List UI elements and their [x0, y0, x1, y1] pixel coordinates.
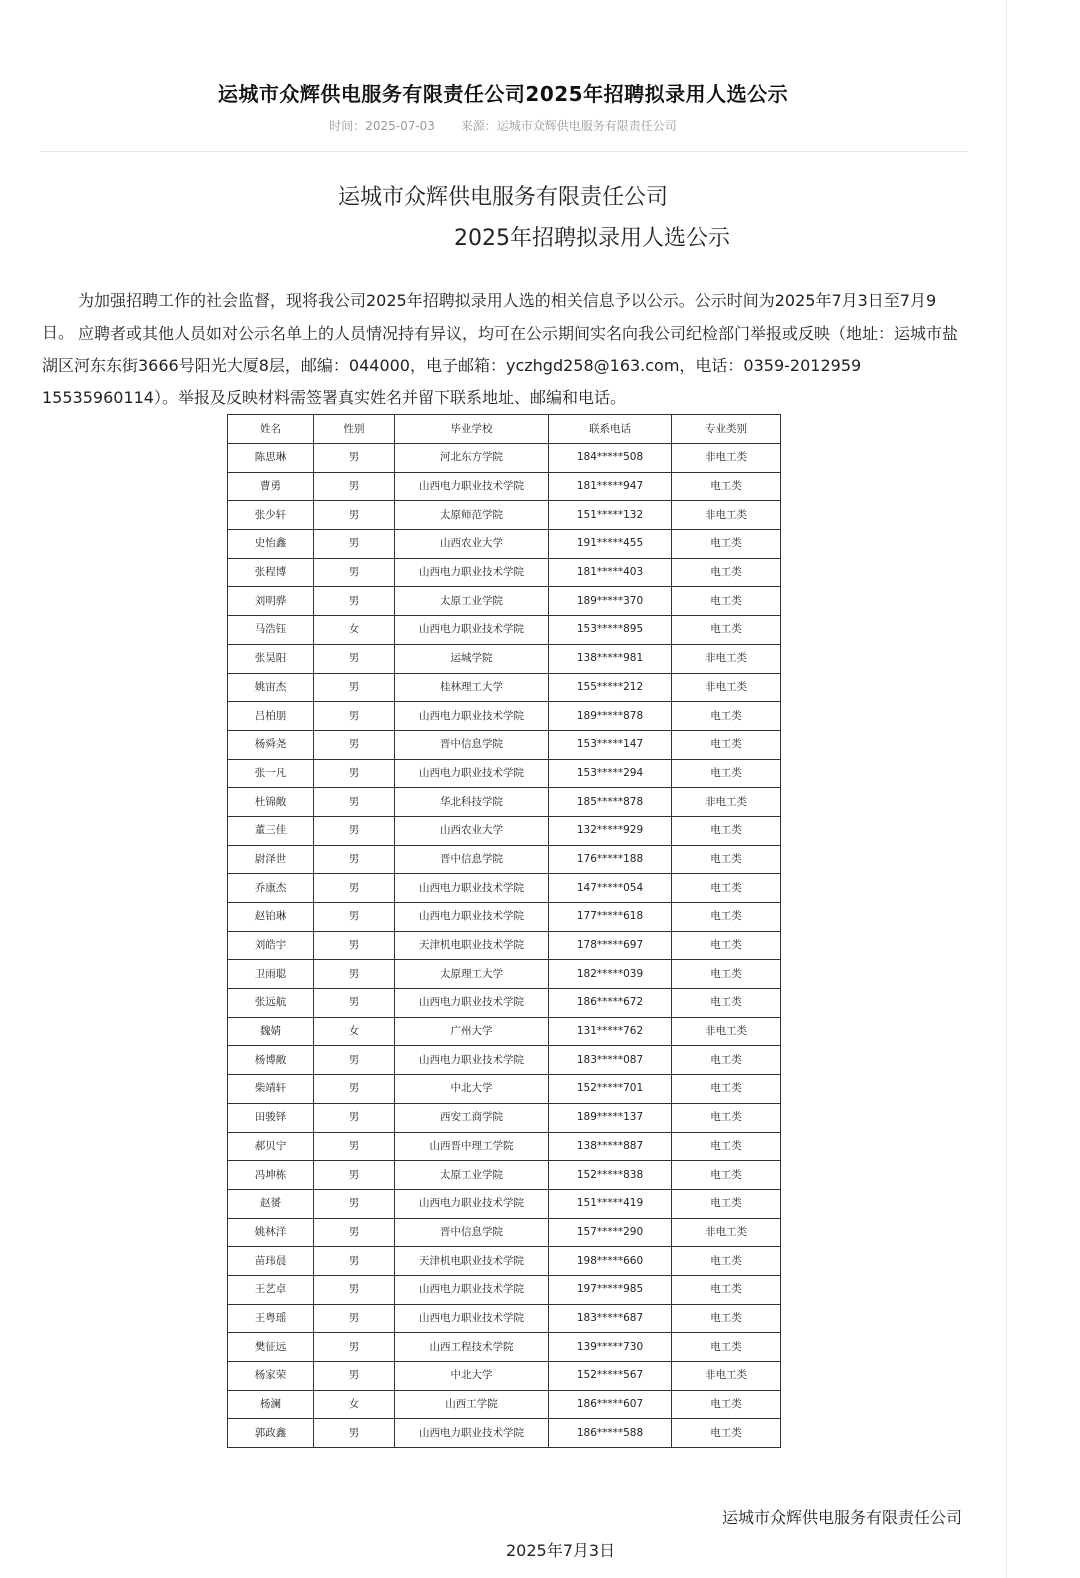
cell-name: 刘明骅 — [228, 587, 314, 616]
cell-name: 曹勇 — [228, 472, 314, 501]
cell-name: 乔康杰 — [228, 874, 314, 903]
cell-school: 山西电力职业技术学院 — [395, 1046, 549, 1075]
cell-category: 非电工类 — [672, 444, 781, 473]
cell-name: 魏婧 — [228, 1017, 314, 1046]
cell-school: 山西电力职业技术学院 — [395, 903, 549, 932]
cell-phone: 155*****212 — [549, 673, 672, 702]
cell-gender: 男 — [314, 1218, 395, 1247]
table-header-row — [228, 415, 781, 444]
cell-category: 电工类 — [672, 874, 781, 903]
cell-school: 山西电力职业技术学院 — [395, 759, 549, 788]
cell-name: 张程博 — [228, 558, 314, 587]
table-row — [228, 1218, 781, 1247]
cell-phone: 183*****087 — [549, 1046, 672, 1075]
cell-school: 山西工学院 — [395, 1390, 549, 1419]
cell-gender: 男 — [314, 816, 395, 845]
cell-gender: 女 — [314, 616, 395, 645]
cell-school: 山西电力职业技术学院 — [395, 558, 549, 587]
column-header-phone: 联系电话 — [549, 415, 672, 444]
cell-school: 天津机电职业技术学院 — [395, 931, 549, 960]
cell-gender: 男 — [314, 1189, 395, 1218]
table-row — [228, 1419, 781, 1448]
table-row — [228, 759, 781, 788]
cell-school: 太原理工大学 — [395, 960, 549, 989]
cell-name: 张昊阳 — [228, 644, 314, 673]
cell-name: 陈思琳 — [228, 444, 314, 473]
cell-school: 山西电力职业技术学院 — [395, 1304, 549, 1333]
table-row — [228, 1075, 781, 1104]
signature-company: 运城市众辉供电服务有限责任公司 — [722, 1508, 963, 1527]
cell-gender: 男 — [314, 558, 395, 587]
table-row — [228, 472, 781, 501]
cell-name: 王粤瑶 — [228, 1304, 314, 1333]
column-header-name: 姓名 — [228, 415, 314, 444]
table-row — [228, 1247, 781, 1276]
cell-phone: 131*****762 — [549, 1017, 672, 1046]
column-header-school: 毕业学校 — [395, 415, 549, 444]
cell-school: 晋中信息学院 — [395, 730, 549, 759]
table-row — [228, 903, 781, 932]
cell-gender: 男 — [314, 444, 395, 473]
table-row — [228, 1390, 781, 1419]
cell-phone: 186*****588 — [549, 1419, 672, 1448]
cell-phone: 152*****838 — [549, 1161, 672, 1190]
cell-school: 天津机电职业技术学院 — [395, 1247, 549, 1276]
page-edge-rule — [1006, 0, 1007, 1578]
table-row — [228, 1333, 781, 1362]
table-row — [228, 530, 781, 559]
cell-phone: 197*****985 — [549, 1275, 672, 1304]
cell-name: 姚宙杰 — [228, 673, 314, 702]
cell-category: 电工类 — [672, 759, 781, 788]
table-row — [228, 1132, 781, 1161]
cell-gender: 男 — [314, 1161, 395, 1190]
column-header-gender: 性别 — [314, 415, 395, 444]
cell-phone: 132*****929 — [549, 816, 672, 845]
cell-phone: 198*****660 — [549, 1247, 672, 1276]
cell-name: 冯坤栋 — [228, 1161, 314, 1190]
cell-phone: 176*****188 — [549, 845, 672, 874]
cell-name: 赵赟 — [228, 1189, 314, 1218]
cell-phone: 183*****687 — [549, 1304, 672, 1333]
cell-category: 电工类 — [672, 845, 781, 874]
table-row — [228, 1046, 781, 1075]
cell-category: 电工类 — [672, 1390, 781, 1419]
cell-category: 非电工类 — [672, 1017, 781, 1046]
document-title-line2: 2025年招聘拟录用人选公示 — [454, 226, 730, 251]
cell-name: 马浩钰 — [228, 616, 314, 645]
cell-school: 运城学院 — [395, 644, 549, 673]
cell-phone: 189*****878 — [549, 702, 672, 731]
page-title: 运城市众辉供电服务有限责任公司2025年招聘拟录用人选公示 — [217, 82, 789, 106]
table-row — [228, 673, 781, 702]
cell-gender: 男 — [314, 702, 395, 731]
cell-gender: 男 — [314, 759, 395, 788]
cell-phone: 184*****508 — [549, 444, 672, 473]
header-divider — [40, 151, 968, 152]
cell-gender: 男 — [314, 1362, 395, 1391]
column-header-category: 专业类别 — [672, 415, 781, 444]
cell-school: 太原工业学院 — [395, 587, 549, 616]
cell-gender: 男 — [314, 1103, 395, 1132]
cell-name: 张一凡 — [228, 759, 314, 788]
cell-name: 张少轩 — [228, 501, 314, 530]
cell-phone: 189*****370 — [549, 587, 672, 616]
candidate-table — [227, 414, 781, 1448]
cell-school: 西安工商学院 — [395, 1103, 549, 1132]
cell-category: 电工类 — [672, 1161, 781, 1190]
table-row — [228, 1304, 781, 1333]
cell-gender: 男 — [314, 1333, 395, 1362]
cell-category: 电工类 — [672, 1304, 781, 1333]
publish-time: 时间：2025-07-03 — [329, 119, 435, 133]
cell-school: 山西电力职业技术学院 — [395, 1275, 549, 1304]
table-row — [228, 874, 781, 903]
cell-name: 刘皓宇 — [228, 931, 314, 960]
cell-name: 柴靖轩 — [228, 1075, 314, 1104]
cell-gender: 男 — [314, 1046, 395, 1075]
cell-school: 山西电力职业技术学院 — [395, 1419, 549, 1448]
cell-category: 电工类 — [672, 1132, 781, 1161]
cell-name: 张远航 — [228, 989, 314, 1018]
table-row — [228, 644, 781, 673]
cell-category: 电工类 — [672, 1419, 781, 1448]
cell-school: 河北东方学院 — [395, 444, 549, 473]
cell-category: 电工类 — [672, 587, 781, 616]
article-source: 来源：运城市众辉供电服务有限责任公司 — [460, 119, 677, 133]
table-row — [228, 558, 781, 587]
cell-gender: 男 — [314, 788, 395, 817]
cell-school: 山西农业大学 — [395, 530, 549, 559]
cell-phone: 157*****290 — [549, 1218, 672, 1247]
cell-name: 赵铂琳 — [228, 903, 314, 932]
cell-phone: 153*****294 — [549, 759, 672, 788]
table-row — [228, 1275, 781, 1304]
cell-category: 电工类 — [672, 1189, 781, 1218]
cell-name: 董三佳 — [228, 816, 314, 845]
cell-name: 杨博敞 — [228, 1046, 314, 1075]
cell-name: 吕柏朋 — [228, 702, 314, 731]
cell-phone: 151*****132 — [549, 501, 672, 530]
cell-gender: 男 — [314, 472, 395, 501]
table-row — [228, 816, 781, 845]
cell-name: 史怡鑫 — [228, 530, 314, 559]
cell-category: 电工类 — [672, 472, 781, 501]
cell-gender: 男 — [314, 931, 395, 960]
table-row — [228, 960, 781, 989]
cell-phone: 138*****981 — [549, 644, 672, 673]
cell-gender: 男 — [314, 903, 395, 932]
cell-category: 电工类 — [672, 730, 781, 759]
cell-category: 非电工类 — [672, 1362, 781, 1391]
table-row — [228, 444, 781, 473]
cell-school: 山西电力职业技术学院 — [395, 472, 549, 501]
cell-school: 山西晋中理工学院 — [395, 1132, 549, 1161]
cell-category: 电工类 — [672, 931, 781, 960]
cell-gender: 男 — [314, 530, 395, 559]
cell-gender: 女 — [314, 1390, 395, 1419]
cell-school: 山西工程技术学院 — [395, 1333, 549, 1362]
cell-name: 姚林洋 — [228, 1218, 314, 1247]
cell-school: 晋中信息学院 — [395, 845, 549, 874]
cell-name: 郝贝宁 — [228, 1132, 314, 1161]
cell-school: 桂林理工大学 — [395, 673, 549, 702]
cell-gender: 男 — [314, 644, 395, 673]
table-row — [228, 587, 781, 616]
cell-gender: 女 — [314, 1017, 395, 1046]
cell-school: 中北大学 — [395, 1362, 549, 1391]
cell-category: 电工类 — [672, 1075, 781, 1104]
cell-gender: 男 — [314, 501, 395, 530]
cell-phone: 182*****039 — [549, 960, 672, 989]
cell-gender: 男 — [314, 730, 395, 759]
cell-category: 非电工类 — [672, 673, 781, 702]
cell-phone: 191*****455 — [549, 530, 672, 559]
cell-name: 杨家荣 — [228, 1362, 314, 1391]
table-row — [228, 1189, 781, 1218]
cell-gender: 男 — [314, 960, 395, 989]
cell-phone: 153*****895 — [549, 616, 672, 645]
cell-name: 樊征远 — [228, 1333, 314, 1362]
objection-paragraph: 应聘者或其他人员如对公示名单上的人员情况持有异议，均可在公示期间实名向我公司纪检部门举报或反映（地址：运城市盐湖区河东东街3666号阳光大厦8层，邮编：044000，电子邮箱：yczhgd258@163.com，电话：0359-2012959 15535960114）。举报及反映材料需签署真实姓名并留下联系地址、邮编和电话。 — [42, 324, 959, 407]
candidate-table-body — [228, 444, 781, 1448]
cell-gender: 男 — [314, 1419, 395, 1448]
cell-school: 山西电力职业技术学院 — [395, 702, 549, 731]
cell-gender: 男 — [314, 587, 395, 616]
cell-phone: 153*****147 — [549, 730, 672, 759]
intro-paragraph: 为加强招聘工作的社会监督，现将我公司2025年招聘拟录用人选的相关信息予以公示。公示时间为2025年7月3日至7月9日。 — [42, 291, 937, 342]
cell-school: 华北科技学院 — [395, 788, 549, 817]
cell-name: 卫雨聪 — [228, 960, 314, 989]
cell-school: 山西电力职业技术学院 — [395, 1189, 549, 1218]
cell-category: 电工类 — [672, 903, 781, 932]
cell-phone: 185*****878 — [549, 788, 672, 817]
cell-name: 苗玮晨 — [228, 1247, 314, 1276]
cell-school: 太原工业学院 — [395, 1161, 549, 1190]
cell-phone: 139*****730 — [549, 1333, 672, 1362]
cell-category: 非电工类 — [672, 644, 781, 673]
cell-category: 电工类 — [672, 1046, 781, 1075]
cell-school: 晋中信息学院 — [395, 1218, 549, 1247]
cell-name: 杨舜尧 — [228, 730, 314, 759]
cell-gender: 男 — [314, 673, 395, 702]
cell-category: 非电工类 — [672, 1218, 781, 1247]
cell-category: 非电工类 — [672, 501, 781, 530]
cell-school: 太原师范学院 — [395, 501, 549, 530]
cell-gender: 男 — [314, 1132, 395, 1161]
table-row — [228, 616, 781, 645]
table-row — [228, 989, 781, 1018]
cell-category: 电工类 — [672, 1275, 781, 1304]
cell-phone: 178*****697 — [549, 931, 672, 960]
cell-phone: 152*****567 — [549, 1362, 672, 1391]
signature-date: 2025年7月3日 — [506, 1541, 616, 1560]
cell-phone: 189*****137 — [549, 1103, 672, 1132]
cell-category: 电工类 — [672, 702, 781, 731]
cell-phone: 177*****618 — [549, 903, 672, 932]
cell-phone: 186*****672 — [549, 989, 672, 1018]
cell-gender: 男 — [314, 1275, 395, 1304]
cell-school: 广州大学 — [395, 1017, 549, 1046]
cell-phone: 138*****887 — [549, 1132, 672, 1161]
cell-phone: 152*****701 — [549, 1075, 672, 1104]
cell-category: 电工类 — [672, 1103, 781, 1132]
cell-name: 王艺卓 — [228, 1275, 314, 1304]
table-row — [228, 1017, 781, 1046]
cell-category: 电工类 — [672, 1333, 781, 1362]
cell-phone: 181*****403 — [549, 558, 672, 587]
cell-name: 尉泽世 — [228, 845, 314, 874]
cell-gender: 男 — [314, 1075, 395, 1104]
cell-school: 山西电力职业技术学院 — [395, 989, 549, 1018]
table-row — [228, 931, 781, 960]
cell-category: 电工类 — [672, 989, 781, 1018]
cell-name: 杜锦敞 — [228, 788, 314, 817]
cell-gender: 男 — [314, 1304, 395, 1333]
table-row — [228, 702, 781, 731]
table-row — [228, 845, 781, 874]
cell-school: 山西电力职业技术学院 — [395, 616, 549, 645]
table-row — [228, 1103, 781, 1132]
cell-category: 电工类 — [672, 558, 781, 587]
cell-category: 电工类 — [672, 530, 781, 559]
table-row — [228, 788, 781, 817]
cell-category: 电工类 — [672, 1247, 781, 1276]
cell-name: 郭政鑫 — [228, 1419, 314, 1448]
cell-school: 山西电力职业技术学院 — [395, 874, 549, 903]
article-meta — [0, 117, 1006, 134]
cell-category: 非电工类 — [672, 788, 781, 817]
cell-category: 电工类 — [672, 816, 781, 845]
cell-phone: 181*****947 — [549, 472, 672, 501]
cell-gender: 男 — [314, 874, 395, 903]
cell-phone: 147*****054 — [549, 874, 672, 903]
cell-name: 田骏铎 — [228, 1103, 314, 1132]
cell-school: 中北大学 — [395, 1075, 549, 1104]
cell-school: 山西农业大学 — [395, 816, 549, 845]
table-row — [228, 1161, 781, 1190]
cell-phone: 186*****607 — [549, 1390, 672, 1419]
cell-category: 电工类 — [672, 960, 781, 989]
table-row — [228, 730, 781, 759]
document-title-line1: 运城市众辉供电服务有限责任公司 — [338, 185, 669, 210]
cell-name: 杨澜 — [228, 1390, 314, 1419]
table-row — [228, 501, 781, 530]
cell-gender: 男 — [314, 989, 395, 1018]
table-row — [228, 1362, 781, 1391]
cell-phone: 151*****419 — [549, 1189, 672, 1218]
cell-gender: 男 — [314, 1247, 395, 1276]
cell-gender: 男 — [314, 845, 395, 874]
cell-category: 电工类 — [672, 616, 781, 645]
